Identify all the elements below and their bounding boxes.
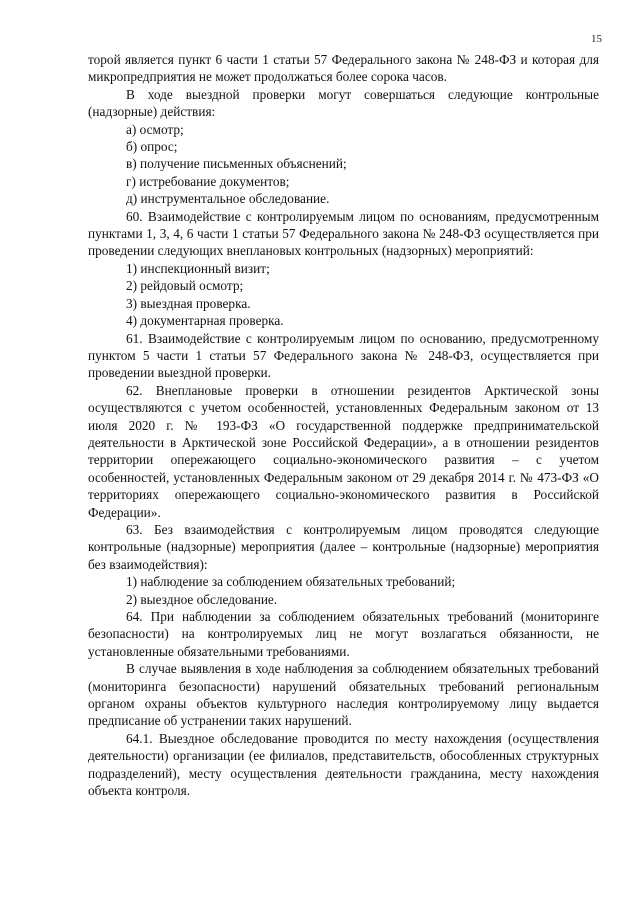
paragraph: 62. Внеплановые проверки в отношении резидентов Арктической зоны осуществляются с учетом особенностей, установленных Федеральным законом от 13 июля 2020 г. № 193-ФЗ «О государственной поддержке предпринимательской деятельности в Арктической зоне Российской Федерации», а в отношении резидентов территории опережающего социально-экономического развития – с учетом особенностей, установленных Федеральным законом от 29 декабря 2014 г. № 473-ФЗ «О территориях опережающего социально-экономического развития в Российской Федерации».	[88, 382, 599, 520]
page-number: 15	[591, 33, 602, 45]
paragraph: торой является пункт 6 части 1 статьи 57 Федерального закона № 248-ФЗ и которая для микропредприятия не может продолжаться более сорока часов.	[88, 52, 599, 85]
paragraph: В случае выявления в ходе наблюдения за соблюдением обязательных требований (мониторинга безопасности) нарушений обязательных требований региональным органом охраны объектов культурного наследия контролируемому лицу выдается предписание об устранении таких нарушений.	[88, 661, 599, 729]
paragraph: В ходе выездной проверки могут совершаться следующие контрольные (надзорные) действия:	[88, 86, 599, 120]
paragraph: 64. При наблюдении за соблюдением обязательных требований (мониторинге безопасности) на контролируемых лиц не могут возлагаться обязанности, не установленные обязательными требованиями.	[88, 609, 599, 659]
list-item: 2) выездное обследование.	[126, 591, 278, 607]
list-item: в) получение письменных объяснений;	[126, 156, 347, 172]
list-item: б) опрос;	[126, 139, 178, 155]
paragraph: 64.1. Выездное обследование проводится по месту нахождения (осуществления деятельности) организации (ее филиалов, представительств, обособленных структурных подразделений), месту осуществления деятельности гражданина, месту нахождения объекта контроля.	[88, 730, 599, 799]
list-item: г) истребование документов;	[126, 173, 290, 189]
list-item: а) осмотр;	[126, 121, 184, 137]
document-body	[88, 51, 599, 799]
list-item: 1) инспекционный визит;	[126, 260, 270, 276]
list-item: 2) рейдовый осмотр;	[126, 278, 244, 294]
list-item: 4) документарная проверка.	[126, 313, 284, 329]
paragraph: 63. Без взаимодействия с контролируемым лицом проводятся следующие контрольные (надзорные) мероприятия (далее – контрольные (надзорные) мероприятия без взаимодействия):	[88, 521, 599, 572]
list-item: 3) выездная проверка.	[126, 295, 251, 311]
list-item: 1) наблюдение за соблюдением обязательных требований;	[126, 574, 456, 590]
paragraph: 60. Взаимодействие с контролируемым лицом по основаниям, предусмотренным пунктами 1, 3, 4, 6 части 1 статьи 57 Федерального закона № 248-ФЗ осуществляется при проведении следующих внеплановых контрольных (надзорных) мероприятий:	[88, 208, 599, 259]
list-item: д) инструментальное обследование.	[126, 191, 330, 207]
paragraph: 61. Взаимодействие с контролируемым лицом по основанию, предусмотренному пунктом 5 части 1 статьи 57 Федерального закона № 248-ФЗ, осуществляется при проведении выездной проверки.	[88, 330, 599, 381]
